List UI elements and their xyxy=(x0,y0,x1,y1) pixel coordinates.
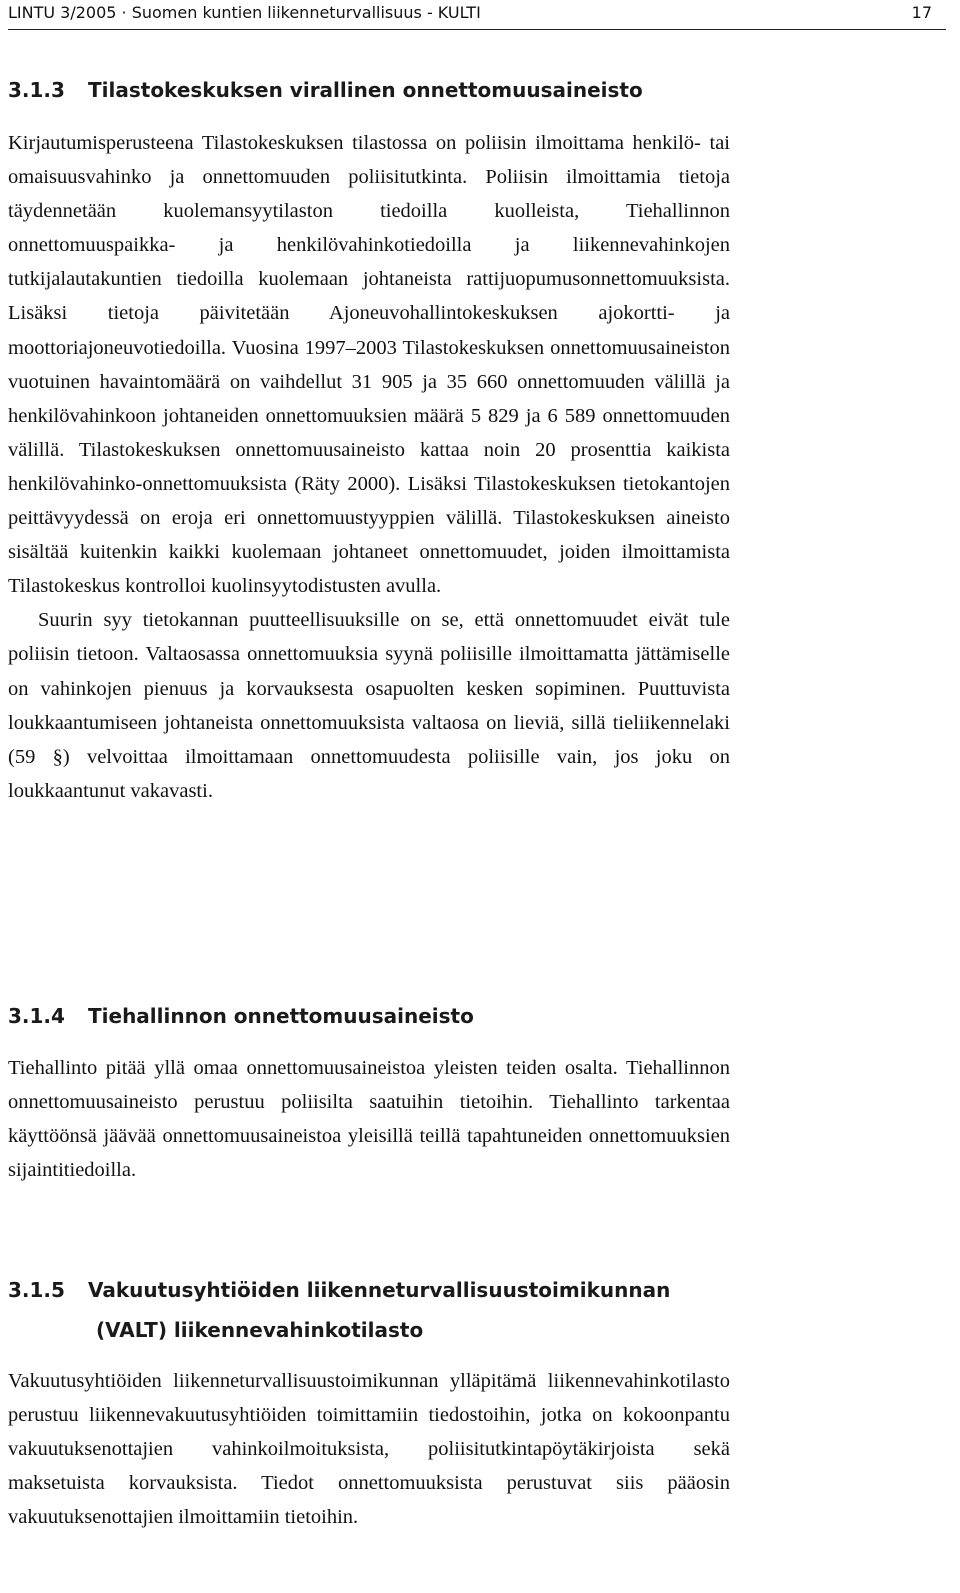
section-title: Tilastokeskuksen virallinen onnettomuusaineisto xyxy=(88,78,643,102)
section-number: 3.1.4 xyxy=(8,1004,65,1028)
paragraph: Tiehallinto pitää yllä omaa onnettomuusaineistoa yleisten teiden osalta. Tiehallinnon onnettomuusaineisto perustuu poliisilta saatuihin tietoihin. Tiehallinto tarkentaa käyttöönsä jäävää onnettomuusaineistoa yleisillä teillä tapahtuneiden onnettomuuksien sijaintitiedoilla. xyxy=(8,1057,730,1182)
paragraph: Kirjautumisperusteena Tilastokeskuksen tilastossa on poliisin ilmoittama henkilö- tai omaisuusvahinko ja onnettomuuden poliisitutkinta. Poliisin ilmoittamia tietoja täydennetään kuolemansyytilaston tiedoilla kuolleista, Tiehallinnon onnettomuuspaikka- ja henkilövahinkotiedoilla ja liikennevahinkojen tutkijalautakuntien tiedoilla kuolemaan johtaneista rattijuopumusonnettomuuksista. Lisäksi tietoja päivitetään Ajoneuvohallintokeskuksen ajokortti- ja moottoriajoneuvotiedoilla. Vuosina 1997–2003 Tilastokeskuksen onnettomuusaineiston vuotuinen havaintomäärä on vaihdellut 31 905 ja 35 660 onnettomuuden välillä ja henkilövahinkoon johtaneiden onnettomuuksien määrä 5 829 ja 6 589 onnettomuuden välillä. Tilastokeskuksen onnettomuusaineisto kattaa noin 20 prosenttia kaikista henkilövahinko-onnettomuuksista (Räty 2000). Lisäksi Tilastokeskuksen tietokantojen peittävyydessä on eroja eri onnettomuustyyppien välillä. Tilastokeskuksen aineisto sisältää kuitenkin kaikki kuolemaan johtaneet onnettomuudet, joiden ilmoittamista Tilastokeskus kontrolloi kuolinsyytodistusten avulla. xyxy=(8,132,730,598)
header-divider xyxy=(8,29,946,30)
section-body-3-1-3 xyxy=(8,126,730,808)
section-heading-3-1-5 xyxy=(8,1270,670,1350)
section-heading-3-1-4 xyxy=(8,996,474,1036)
running-header xyxy=(8,0,932,28)
running-header-title: LINTU 3/2005 · Suomen kuntien liikenneturvallisuus - KULTI xyxy=(8,3,481,22)
section-number: 3.1.3 xyxy=(8,78,65,102)
section-heading-3-1-3 xyxy=(8,70,643,110)
section-title: Tiehallinnon onnettomuusaineisto xyxy=(88,1004,474,1028)
section-title: Vakuutusyhtiöiden liikenneturvallisuustoimikunnan xyxy=(88,1278,671,1302)
section-body-3-1-5 xyxy=(8,1364,730,1534)
section-number: 3.1.5 xyxy=(8,1278,65,1302)
section-title-continued: (VALT) liikennevahinkotilasto xyxy=(96,1318,424,1342)
paragraph: Vakuutusyhtiöiden liikenneturvallisuustoimikunnan ylläpitämä liikennevahinkotilasto perustuu liikennevakuutusyhtiöiden toimittamiin tiedostoihin, jotka on kokoonpantu vakuutuksenottajien vahinkoilmoituksista, poliisitutkintapöytäkirjoista sekä maksetuista korvauksista. Tiedot onnettomuuksista perustuvat siis pääosin vakuutuksenottajien ilmoittamiin tietoihin. xyxy=(8,1370,730,1529)
section-body-3-1-4 xyxy=(8,1051,730,1187)
page-number: 17 xyxy=(911,3,932,22)
paragraph: Suurin syy tietokannan puutteellisuuksille on se, että onnettomuudet eivät tule poliisin tietoon. Valtaosassa onnettomuuksia syynä poliisille ilmoittamatta jättämiselle on vahinkojen pienuus ja korvauksesta osapuolten kesken sopiminen. Puuttuvista loukkaantumiseen johtaneista onnettomuuksista valtaosa on lieviä, sillä tieliikennelaki (59 §) velvoittaa ilmoittamaan onnettomuudesta poliisille vain, jos joku on loukkaantunut vakavasti. xyxy=(8,609,730,802)
